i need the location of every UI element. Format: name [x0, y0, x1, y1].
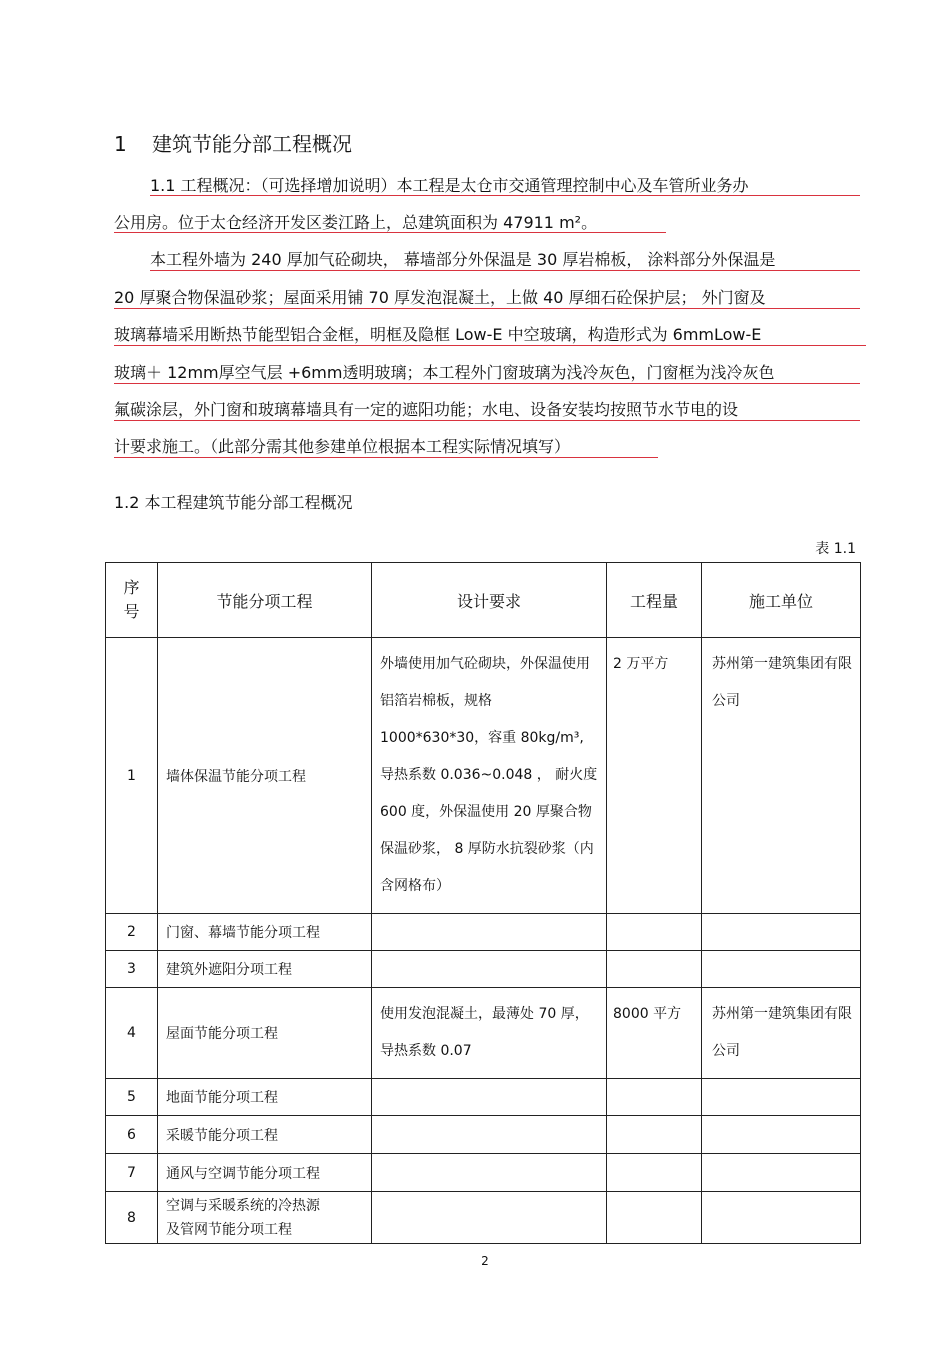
table-row [106, 1079, 861, 1116]
row-contractor [702, 1079, 861, 1116]
overview-line-5: 玻璃幕墙采用断热节能型铝合金框，明框及隐框 Low-E 中空玻璃，构造形式为 6mmLow-E [114, 325, 762, 344]
header-item: 节能分项工程 [158, 563, 372, 638]
row-contractor: 苏州第一建筑集团有限公司 [702, 988, 861, 1079]
row-quantity [607, 951, 702, 988]
header-quantity: 工程量 [607, 563, 702, 638]
row-number: 5 [106, 1079, 158, 1116]
row-contractor [702, 1192, 861, 1244]
table-row [106, 1192, 861, 1244]
page-number: 2 [481, 1254, 489, 1268]
section-heading [114, 128, 352, 157]
underline-7 [114, 420, 860, 421]
row-quantity [607, 1116, 702, 1154]
row-design [372, 1192, 607, 1244]
row-quantity [607, 914, 702, 951]
overview-line-3: 本工程外墙为 240 厚加气砼砌块， 幕墙部分外保温是 30 厚岩棉板， 涂料部分外保温是 [150, 250, 776, 269]
underline-5 [114, 345, 866, 346]
row-design [372, 914, 607, 951]
row-item-name: 屋面节能分项工程 [158, 988, 372, 1079]
row-item-name: 地面节能分项工程 [158, 1079, 372, 1116]
underline-3 [150, 270, 860, 271]
row-number: 4 [106, 988, 158, 1079]
row-item-name: 建筑外遮阳分项工程 [158, 951, 372, 988]
row-contractor: 苏州第一建筑集团有限公司 [702, 638, 861, 914]
table-row [106, 914, 861, 951]
table-row [106, 1116, 861, 1154]
row-design [372, 1116, 607, 1154]
row-contractor [702, 951, 861, 988]
row-item-name: 通风与空调节能分项工程 [158, 1154, 372, 1192]
underline-4 [114, 308, 860, 309]
underline-8 [114, 457, 658, 458]
row-number: 1 [106, 638, 158, 914]
header-design: 设计要求 [372, 563, 607, 638]
row-design: 外墙使用加气砼砌块，外保温使用铝箔岩棉板，规格 1000*630*30，容重 80kg/m³, 导热系数 0.036~0.048 ， 耐火度 600 度，外保温使用 20 厚聚合物保温砂浆， 8 厚防水抗裂砂浆（内含网格布） [372, 638, 607, 914]
row-contractor [702, 1116, 861, 1154]
row-number: 2 [106, 914, 158, 951]
overview-line-6: 玻璃＋ 12mm厚空气层 +6mm透明玻璃；本工程外门窗玻璃为浅冷灰色，门窗框为浅冷灰色 [114, 363, 775, 382]
table-row [106, 638, 861, 914]
header-seq [106, 563, 158, 638]
table-header-row [106, 563, 861, 638]
table-row [106, 951, 861, 988]
section-number: 1 [114, 132, 127, 156]
header-seq-label [106, 576, 157, 624]
row-number: 7 [106, 1154, 158, 1192]
table-row [106, 1154, 861, 1192]
row-number: 6 [106, 1116, 158, 1154]
row-number: 8 [106, 1192, 158, 1244]
underline-6 [114, 383, 860, 384]
section-title: 建筑节能分部工程概况 [152, 132, 352, 156]
overview-line-4: 20 厚聚合物保温砂浆；屋面采用铺 70 厚发泡混凝土，上做 40 厚细石砼保护层； 外门窗及 [114, 288, 766, 307]
subsection-title: 1.2 本工程建筑节能分部工程概况 [114, 493, 353, 512]
header-seq-part: 序 [123, 578, 140, 597]
underline-1 [150, 195, 860, 196]
row-item-name: 采暖节能分项工程 [158, 1116, 372, 1154]
table-row [106, 988, 861, 1079]
row-quantity [607, 1079, 702, 1116]
row-design [372, 951, 607, 988]
row-contractor [702, 1154, 861, 1192]
row-item-name: 空调与采暖系统的冷热源及管网节能分项工程 [158, 1192, 372, 1244]
row-quantity [607, 1154, 702, 1192]
overview-line-2: 公用房。位于太仓经济开发区娄江路上，总建筑面积为 47911 m²。 [114, 213, 598, 232]
overview-line-1: 1.1 工程概况：（可选择增加说明）本工程是太仓市交通管理控制中心及车管所业务办 [150, 176, 749, 195]
row-item-name: 墙体保温节能分项工程 [158, 638, 372, 914]
row-design [372, 1154, 607, 1192]
row-design: 使用发泡混凝土，最薄处 70 厚，导热系数 0.07 [372, 988, 607, 1079]
row-quantity: 2 万平方 [607, 638, 702, 914]
row-quantity [607, 1192, 702, 1244]
row-design [372, 1079, 607, 1116]
header-seq-part: 号 [123, 602, 140, 621]
row-quantity: 8000 平方 [607, 988, 702, 1079]
row-contractor [702, 914, 861, 951]
table-caption: 表 1.1 [815, 541, 856, 557]
row-number: 3 [106, 951, 158, 988]
overview-line-8: 计要求施工。（此部分需其他参建单位根据本工程实际情况填写） [114, 437, 571, 456]
header-contractor: 施工单位 [702, 563, 861, 638]
underline-2 [114, 232, 666, 233]
energy-saving-table [105, 562, 861, 1244]
overview-line-7: 氟碳涂层，外门窗和玻璃幕墙具有一定的遮阳功能；水电、设备安装均按照节水节电的设 [114, 400, 739, 419]
row-item-name: 门窗、幕墙节能分项工程 [158, 914, 372, 951]
